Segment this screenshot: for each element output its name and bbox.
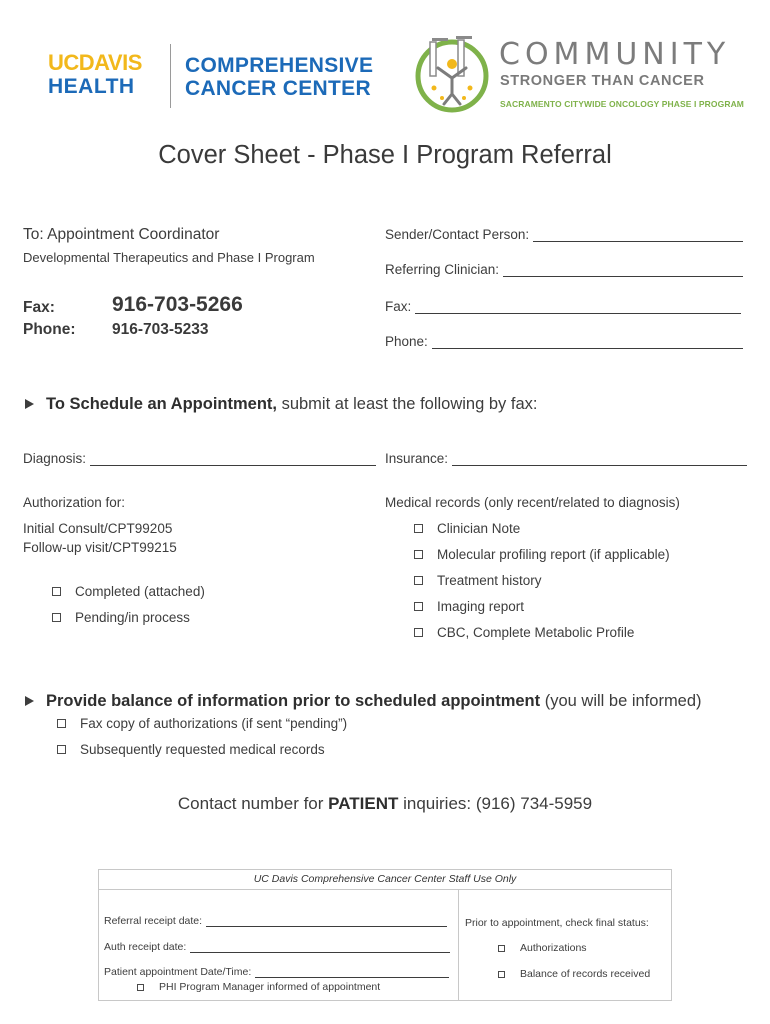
checkbox-completed[interactable]: [52, 584, 205, 599]
cancer-center-line1: COMPREHENSIVE: [185, 54, 374, 77]
fax-copy-label: Fax copy of authorizations (if sent “pending”): [80, 716, 348, 731]
sender-contact-label: Sender/Contact Person:: [385, 227, 530, 242]
authorization-label: Authorization for:: [23, 495, 126, 510]
balance-heading: [46, 692, 702, 711]
clinician-note-label: Clinician Note: [437, 521, 521, 536]
initial-consult-code: Initial Consult/CPT99205: [23, 521, 173, 536]
community-wordmark: COMMUNITY: [499, 37, 731, 72]
balance-records-label: Balance of records received: [520, 968, 651, 980]
prior-check-label: Prior to appointment, check final status:: [465, 917, 649, 929]
checkbox-icon[interactable]: [52, 587, 61, 596]
insurance-label: Insurance:: [385, 451, 449, 466]
patient-appointment-label: Patient appointment Date/Time:: [104, 966, 252, 978]
logo-divider: [170, 44, 171, 108]
staff-box-divider: [458, 890, 459, 1001]
sender-phone-line[interactable]: [432, 336, 743, 349]
checkbox-icon[interactable]: [414, 628, 423, 637]
insurance-field[interactable]: [385, 451, 747, 466]
checkbox-cbc-profile[interactable]: [414, 625, 634, 640]
checkbox-icon[interactable]: [137, 984, 144, 991]
uc-davis-health-logo: [48, 52, 142, 97]
sender-phone-label: Phone:: [385, 334, 428, 349]
checkbox-molecular-profiling[interactable]: [414, 547, 670, 562]
checkbox-fax-copy[interactable]: [57, 716, 347, 731]
recipient-phone-number: 916-703-5233: [112, 321, 209, 338]
patient-contact-line: [0, 794, 770, 814]
checkbox-authorizations[interactable]: [498, 942, 587, 954]
schedule-heading-bold: To Schedule an Appointment,: [46, 395, 277, 413]
checkbox-icon[interactable]: [57, 745, 66, 754]
sender-contact-line[interactable]: [533, 229, 743, 242]
treatment-history-label: Treatment history: [437, 573, 542, 588]
contact-post: inquiries: (916) 734-5959: [398, 794, 593, 813]
checkbox-balance-records[interactable]: [498, 968, 650, 980]
cancer-center-logo: [185, 54, 373, 100]
molecular-profiling-label: Molecular profiling report (if applicable): [437, 547, 670, 562]
sender-fax-field[interactable]: [385, 299, 741, 314]
sender-phone-field[interactable]: [385, 334, 743, 349]
checkbox-clinician-note[interactable]: [414, 521, 520, 536]
recipient-phone-label: Phone:: [23, 321, 76, 338]
sender-fax-label: Fax:: [385, 299, 412, 314]
checkbox-phi-manager[interactable]: [137, 981, 380, 993]
medical-records-label: Medical records (only recent/related to diagnosis): [385, 495, 680, 510]
checkbox-treatment-history[interactable]: [414, 573, 542, 588]
checkbox-pending[interactable]: [52, 610, 190, 625]
uc-davis-wordmark: UCDAVIS: [48, 50, 142, 75]
health-wordmark: HEALTH: [48, 75, 135, 98]
triangle-bullet-icon: [25, 696, 34, 706]
community-program-name: SACRAMENTO CITYWIDE ONCOLOGY PHASE I PROGRAM: [500, 99, 744, 109]
insurance-line[interactable]: [452, 453, 747, 466]
balance-heading-rest: (you will be informed): [540, 692, 702, 710]
followup-visit-code: Follow-up visit/CPT99215: [23, 540, 177, 555]
auth-receipt-field[interactable]: [104, 941, 450, 953]
contact-pre: Contact number for: [177, 794, 329, 813]
referral-receipt-line[interactable]: [206, 917, 447, 927]
balance-heading-bold: Provide balance of information prior to scheduled appointment: [46, 692, 541, 710]
recipient-fax-number: 916-703-5266: [112, 293, 243, 316]
schedule-heading: [46, 395, 537, 414]
auth-receipt-line[interactable]: [190, 943, 450, 953]
auth-receipt-label: Auth receipt date:: [104, 941, 187, 953]
community-emblem-icon: [412, 34, 492, 114]
recipient-department: Developmental Therapeutics and Phase I Program: [23, 250, 315, 265]
checkbox-subsequent-records[interactable]: [57, 742, 325, 757]
cancer-center-line2: CANCER CENTER: [185, 77, 371, 100]
authorizations-label: Authorizations: [520, 942, 587, 954]
staff-use-header: UC Davis Comprehensive Cancer Center Staff Use Only: [98, 869, 672, 890]
referral-receipt-label: Referral receipt date:: [104, 915, 203, 927]
patient-appointment-line[interactable]: [255, 968, 449, 978]
community-tagline: STRONGER THAN CANCER: [500, 73, 705, 89]
checkbox-icon[interactable]: [414, 550, 423, 559]
checkbox-icon[interactable]: [498, 945, 505, 952]
imaging-report-label: Imaging report: [437, 599, 525, 614]
triangle-bullet-icon: [25, 399, 34, 409]
contact-patient: PATIENT: [328, 794, 399, 813]
sender-contact-field[interactable]: [385, 227, 743, 242]
diagnosis-label: Diagnosis:: [23, 451, 87, 466]
subsequent-records-label: Subsequently requested medical records: [80, 742, 325, 757]
recipient-to: To: Appointment Coordinator: [23, 226, 220, 243]
referring-clinician-line[interactable]: [503, 264, 743, 277]
checkbox-icon[interactable]: [414, 576, 423, 585]
referring-clinician-field[interactable]: [385, 262, 743, 277]
phi-manager-label: PHI Program Manager informed of appointment: [159, 981, 381, 993]
cbc-profile-label: CBC, Complete Metabolic Profile: [437, 625, 635, 640]
referral-receipt-field[interactable]: [104, 915, 447, 927]
sender-fax-line[interactable]: [415, 301, 741, 314]
diagnosis-line[interactable]: [90, 453, 376, 466]
checkbox-icon[interactable]: [57, 719, 66, 728]
referring-clinician-label: Referring Clinician:: [385, 262, 500, 277]
patient-appointment-field[interactable]: [104, 966, 449, 978]
checkbox-icon[interactable]: [414, 602, 423, 611]
checkbox-icon[interactable]: [498, 971, 505, 978]
checkbox-icon[interactable]: [414, 524, 423, 533]
checkbox-icon[interactable]: [52, 613, 61, 622]
checkbox-completed-label: Completed (attached): [75, 584, 205, 599]
diagnosis-field[interactable]: [23, 451, 376, 466]
checkbox-imaging-report[interactable]: [414, 599, 524, 614]
recipient-fax-label: Fax:: [23, 299, 55, 316]
schedule-heading-rest: submit at least the following by fax:: [277, 395, 538, 413]
page-title: Cover Sheet - Phase I Program Referral: [158, 141, 612, 169]
checkbox-pending-label: Pending/in process: [75, 610, 190, 625]
